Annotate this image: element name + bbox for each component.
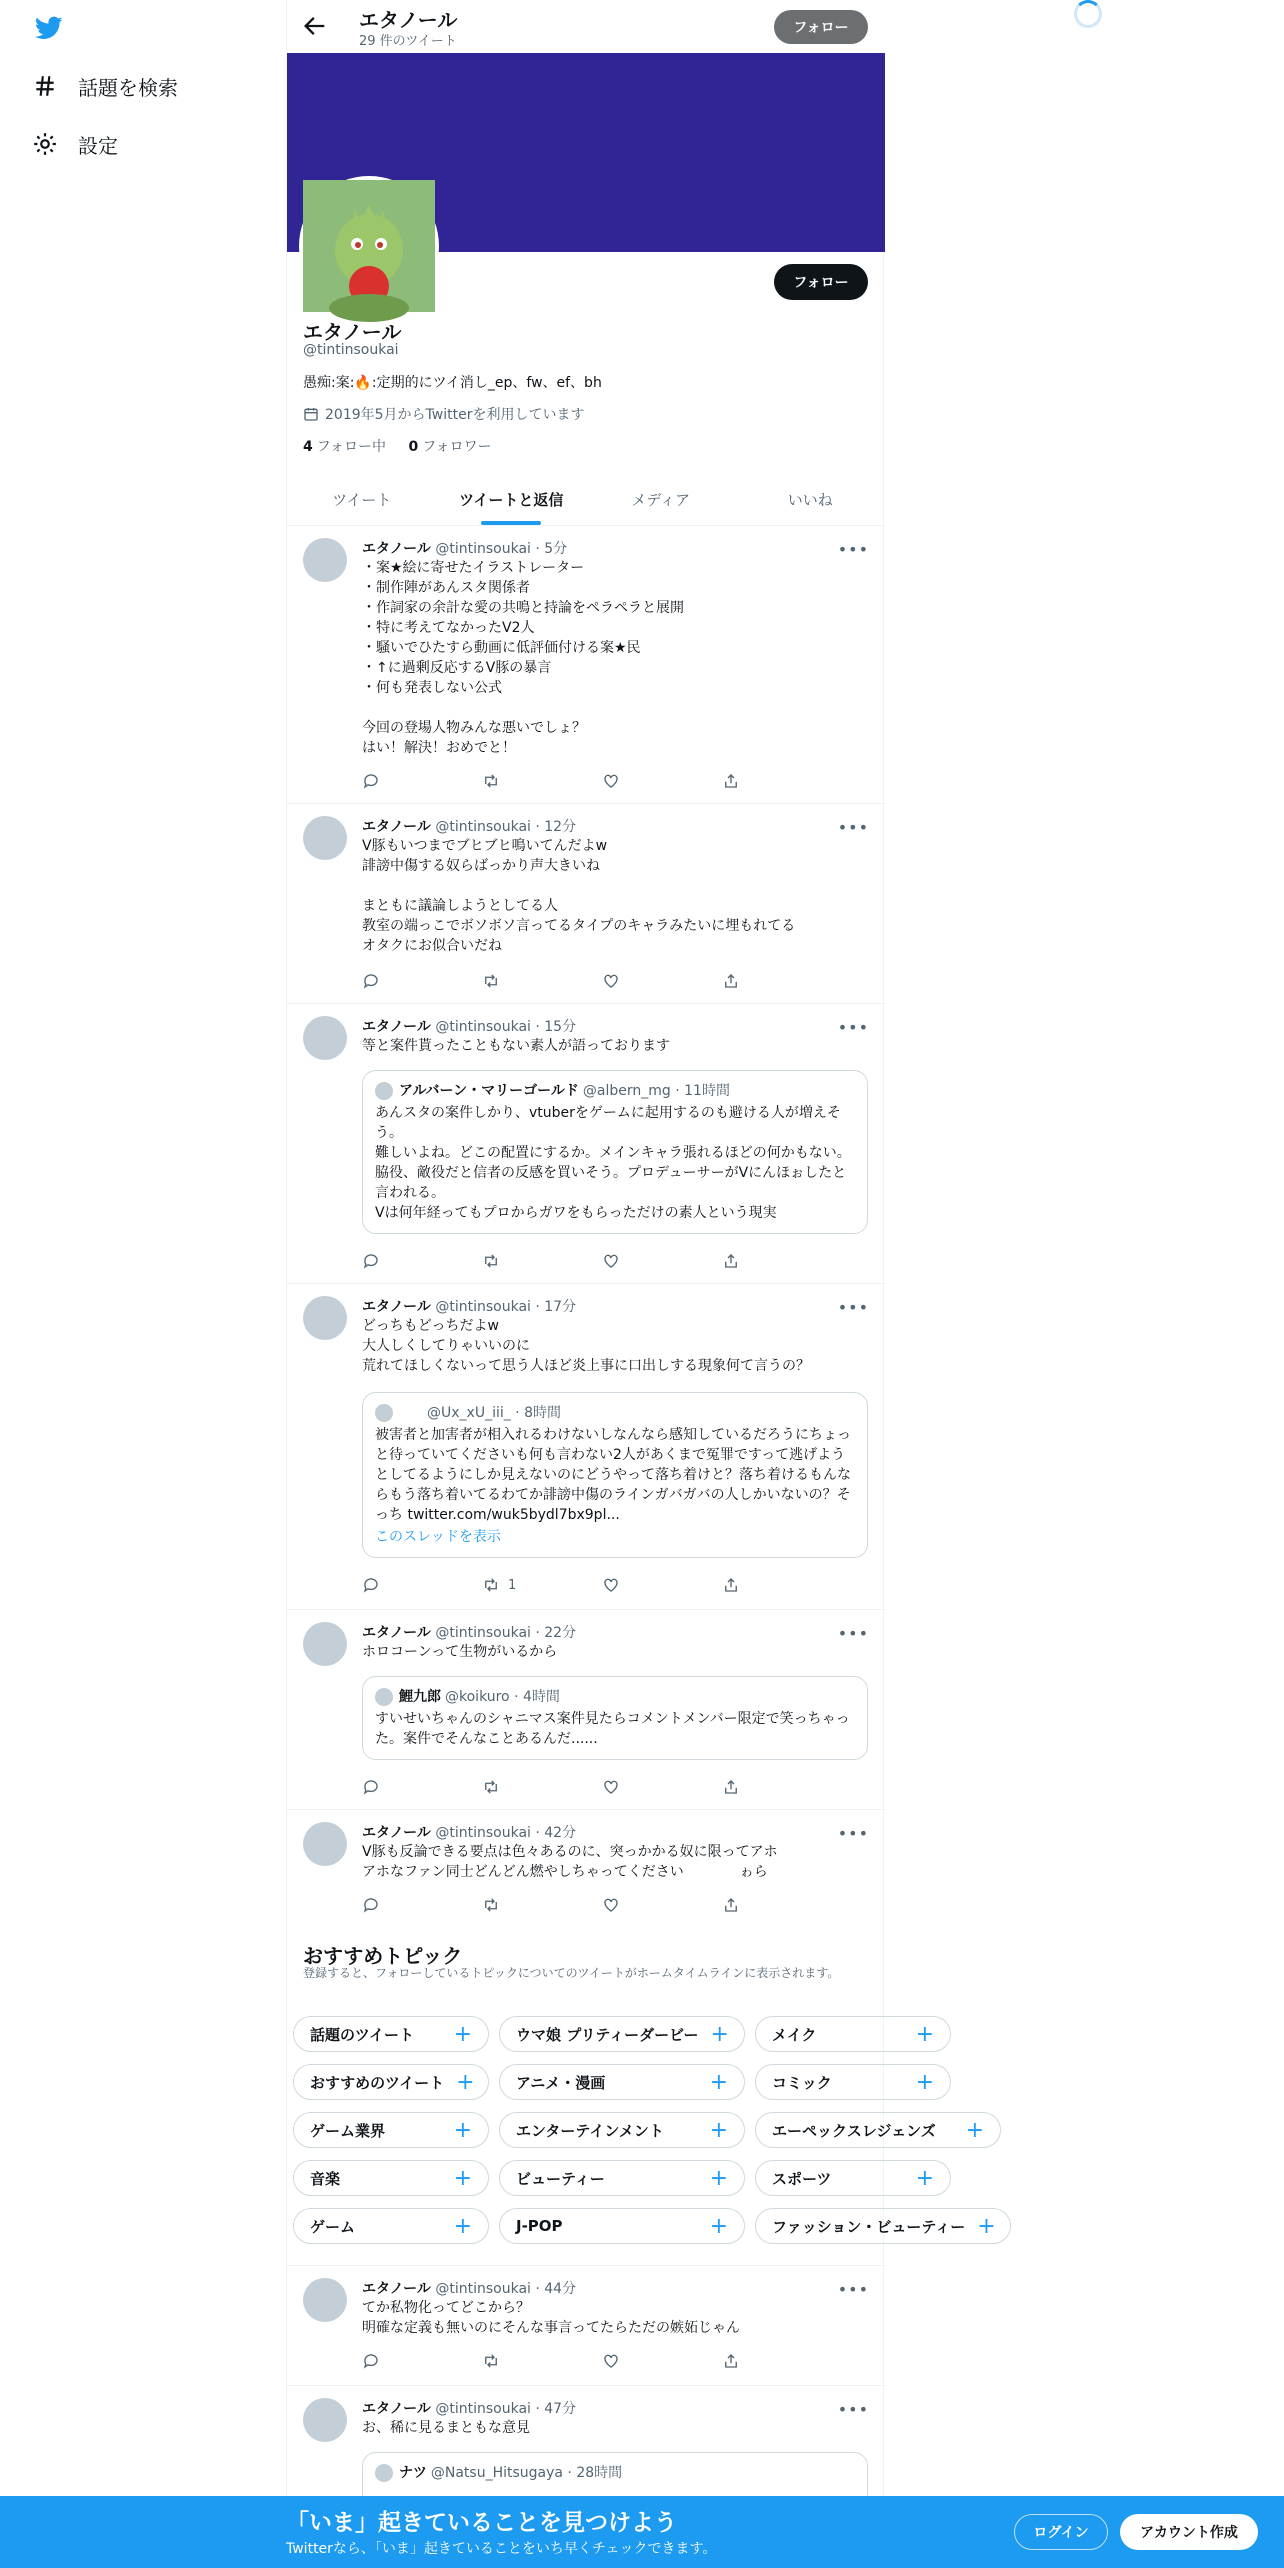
quoted-tweet[interactable]	[362, 1070, 868, 1234]
tab-tweets-and-replies[interactable]: ツイートと返信	[437, 474, 587, 525]
retweet-button[interactable]	[482, 1896, 542, 1914]
tweet-text: ホロコーンって生物がいるから	[362, 1644, 558, 1660]
tweet[interactable]	[287, 804, 885, 1004]
nav-explore-label: 話題を検索	[78, 75, 178, 100]
nav-settings-label: 設定	[78, 133, 118, 158]
like-button[interactable]	[602, 2352, 662, 2370]
nav-explore[interactable]	[32, 66, 178, 106]
retweet-icon	[482, 1778, 500, 1796]
main-column	[286, 0, 996, 2568]
retweet-button[interactable]	[482, 772, 542, 790]
tweet-meta: @tintinsoukai · 42分	[435, 1825, 577, 1841]
reply-button[interactable]	[362, 1252, 422, 1270]
tweet-text: V豚も反論できる要点は色々あるのに、突っかかる奴に限ってアホ アホなファン同士どんどん燃やしちゃってください ゎら	[362, 1844, 778, 1880]
topic-chip[interactable]	[755, 2208, 1011, 2244]
more-options-icon[interactable]: •••	[837, 2400, 869, 2419]
tweet-author-name[interactable]: エタノール	[362, 819, 431, 835]
tweet-avatar[interactable]	[303, 1622, 347, 1666]
tweet-actions	[362, 772, 782, 790]
following-label: フォロー中	[316, 439, 387, 455]
followers-link[interactable]	[409, 439, 492, 455]
quote-avatar	[375, 1082, 393, 1100]
heart-icon	[602, 1576, 620, 1594]
plus-icon[interactable]: +	[453, 2213, 472, 2239]
heart-icon	[602, 972, 620, 990]
tweet-actions	[362, 2352, 782, 2370]
tweet-author-name[interactable]: エタノール	[362, 2401, 431, 2417]
tweet[interactable]	[287, 1284, 885, 1610]
loading-spinner-icon	[1074, 0, 1102, 28]
retweet-icon	[482, 1896, 500, 1914]
avatar-image	[303, 180, 435, 312]
reply-icon	[362, 1778, 380, 1796]
like-button[interactable]	[602, 1896, 662, 1914]
followers-label: フォロワー	[422, 439, 492, 455]
topic-chip[interactable]	[499, 2208, 745, 2244]
retweet-button[interactable]	[482, 2352, 542, 2370]
heart-icon	[602, 772, 620, 790]
reply-button[interactable]	[362, 772, 422, 790]
tweet-avatar[interactable]	[303, 816, 347, 860]
nav-settings[interactable]	[32, 124, 118, 164]
retweet-icon	[482, 1252, 500, 1270]
retweet-button[interactable]	[482, 1576, 542, 1594]
show-thread-link[interactable]: このスレッドを表示	[375, 1529, 501, 1545]
topic-row	[293, 2160, 961, 2196]
topics-subtitle: 登録すると、フォローしているトピックについてのツイートがホームタイムラインに表示されます。	[303, 1966, 840, 1980]
share-button[interactable]	[722, 972, 782, 990]
recommended-topics	[287, 1940, 996, 2266]
tweet-text: V豚もいつまでブヒブヒ鳴いてんだよw 誹謗中傷する奴らばっかり声大きいね まともに議論しようとしてる人 教室の端っこでボソボソ言ってるタイプのキャラみたいに埋もれてる オタクにお似合いだね	[362, 838, 796, 954]
tweet-header	[362, 1296, 576, 1316]
plus-icon[interactable]: +	[710, 2021, 729, 2047]
calendar-icon	[303, 406, 319, 422]
reply-button[interactable]	[362, 1896, 422, 1914]
tweet-avatar[interactable]	[303, 2398, 347, 2442]
profile-header-bar	[287, 0, 885, 53]
plus-icon[interactable]: +	[709, 2117, 728, 2143]
back-arrow-icon[interactable]	[301, 12, 329, 40]
tweet-actions	[362, 1576, 782, 1594]
left-sidebar	[0, 0, 286, 2568]
more-options-icon[interactable]: •••	[837, 1298, 869, 1317]
plus-icon[interactable]: +	[977, 2213, 996, 2239]
tweet-text: お、稀に見るまともな意見	[362, 2420, 530, 2436]
more-options-icon[interactable]: •••	[837, 1624, 869, 1643]
topics-title: おすすめトピック	[303, 1944, 463, 1968]
quoted-tweet[interactable]	[362, 1676, 868, 1760]
topic-label: アニメ・漫画	[516, 2073, 606, 2092]
reply-icon	[362, 2352, 380, 2370]
topic-chip[interactable]	[499, 2160, 745, 2196]
header-name: エタノール	[359, 8, 458, 32]
topic-row	[293, 2016, 961, 2052]
quote-author-name: アルバーン・マリーゴールド	[399, 1083, 579, 1099]
tweet[interactable]	[287, 526, 885, 804]
plus-icon[interactable]: +	[709, 2213, 728, 2239]
topic-label: ゲーム	[310, 2217, 356, 2236]
share-button[interactable]	[722, 772, 782, 790]
heart-icon	[602, 1896, 620, 1914]
more-options-icon[interactable]: •••	[837, 818, 869, 837]
reply-icon	[362, 1252, 380, 1270]
topic-chip[interactable]	[499, 2064, 745, 2100]
reply-button[interactable]	[362, 1778, 422, 1796]
topic-chip[interactable]	[755, 2016, 951, 2052]
plus-icon[interactable]: +	[915, 2165, 934, 2191]
tweet-avatar[interactable]	[303, 1296, 347, 1340]
topic-label: ゲーム業界	[310, 2121, 386, 2140]
profile-handle: @tintinsoukai	[303, 342, 399, 358]
more-options-icon[interactable]: •••	[837, 2280, 869, 2299]
topic-chip[interactable]	[755, 2160, 951, 2196]
quote-meta: @Natsu_Hitsugaya · 28時間	[430, 2465, 623, 2481]
tweet-header	[362, 1016, 576, 1036]
topic-chip[interactable]	[293, 2208, 489, 2244]
quote-text: 被害者と加害者が相入れるわけないしなんなら感知しているだろうにちょっと待っていてくださいも何も言わない2人があくまで冤罪ですって逃げようとしてるようにしか見えないのにどうやって落ち着けと？落ち着けるもんならもう落ち着いてるわてか誹謗中傷のラインガバガバの人しかいないの？そっち twitter.com/wuk5bydl7bx9pl...	[375, 1427, 851, 1523]
share-icon	[722, 1252, 740, 1270]
tweet-meta: @tintinsoukai · 15分	[435, 1019, 577, 1035]
tweet-header	[362, 538, 567, 558]
retweet-icon	[482, 1576, 500, 1594]
profile-join-date	[303, 404, 584, 424]
tab-tweets[interactable]: ツイート	[332, 491, 392, 509]
topic-label: J-POP	[516, 2217, 563, 2235]
header-follow-button[interactable]: フォロー	[774, 10, 868, 44]
tweet-actions	[362, 1896, 782, 1914]
reply-icon	[362, 1896, 380, 1914]
topic-label: メイク	[772, 2025, 817, 2044]
tweet-header	[362, 816, 576, 836]
tweet-header	[362, 1622, 576, 1642]
tweet-author-name[interactable]: エタノール	[362, 1825, 431, 1841]
reply-icon	[362, 772, 380, 790]
plus-icon[interactable]: +	[453, 2021, 472, 2047]
share-icon	[722, 772, 740, 790]
share-icon	[722, 2352, 740, 2370]
tweet-text: てか私物化ってどこから？ 明確な定義も無いのにそんな事言ってたらただの嫉妬じゃん	[362, 2300, 740, 2336]
retweet-button[interactable]	[482, 1252, 542, 1270]
like-button[interactable]	[602, 1252, 662, 1270]
retweet-button[interactable]	[482, 1778, 542, 1796]
signup-banner	[0, 2496, 1284, 2568]
retweet-icon	[482, 772, 500, 790]
tweet-meta: @tintinsoukai · 5分	[435, 541, 568, 557]
reply-icon	[362, 972, 380, 990]
plus-icon[interactable]: +	[709, 2165, 728, 2191]
more-options-icon[interactable]: •••	[837, 540, 869, 559]
topic-row	[293, 2208, 1021, 2244]
tab-media[interactable]: メディア	[631, 491, 691, 509]
tweet-author-name[interactable]: エタノール	[362, 1019, 431, 1035]
topic-label: ファッション・ビューティー	[772, 2217, 966, 2236]
tweet-actions	[362, 1778, 782, 1796]
reply-button[interactable]	[362, 2352, 422, 2370]
plus-icon[interactable]: +	[915, 2069, 934, 2095]
profile-name: エタノール	[303, 320, 402, 344]
quote-avatar	[375, 1404, 393, 1422]
join-date-text: 2019年5月からTwitterを利用しています	[325, 407, 585, 423]
reply-icon	[362, 1576, 380, 1594]
tweet-avatar[interactable]	[303, 538, 347, 582]
share-button[interactable]	[722, 1896, 782, 1914]
like-button[interactable]	[602, 972, 662, 990]
twitter-logo-icon[interactable]	[32, 14, 66, 42]
retweet-icon	[482, 972, 500, 990]
tweet-avatar[interactable]	[303, 2278, 347, 2322]
topic-label: おすすめのツイート	[310, 2073, 445, 2092]
tab-likes[interactable]: いいね	[787, 491, 833, 509]
topic-label: エンターテインメント	[516, 2121, 664, 2140]
tweet-author-name[interactable]: エタノール	[362, 1299, 431, 1315]
tweet-actions	[362, 972, 782, 990]
quote-text: すいせいちゃんのシャニマス案件見たらコメントメンバー限定で笑っちゃった。案件でそんなことあるんだ......	[375, 1711, 850, 1747]
profile-bio: 愚痴:案:🔥:定期的にツイ消し_ep、fw、ef、bh	[303, 375, 602, 391]
profile-avatar[interactable]	[299, 176, 439, 316]
heart-icon	[602, 2352, 620, 2370]
topic-chip[interactable]	[293, 2112, 489, 2148]
quote-author-name: ナツ	[399, 2465, 427, 2481]
following-link[interactable]	[303, 439, 386, 455]
banner-title: 「いま」起きていることを見つけよう	[286, 2510, 677, 2536]
topic-row	[293, 2112, 1011, 2148]
tweet-author-name[interactable]: エタノール	[362, 1625, 431, 1641]
topic-chip[interactable]	[755, 2112, 1001, 2148]
signup-button[interactable]: アカウント作成	[1120, 2514, 1258, 2550]
topic-chip[interactable]	[293, 2160, 489, 2196]
topic-chip[interactable]	[499, 2016, 745, 2052]
quote-meta: @albern_mg · 11時間	[582, 1083, 730, 1099]
topic-row	[293, 2064, 961, 2100]
tweet-text: ・案★絵に寄せたイラストレーター ・制作陣があんスタ関係者 ・作詞家の余計な愛の共鳴と持論をペラペラと展開 ・特に考えてなかったV2人 ・騒いでひたすら動画に低評価付ける案★民 ・↑に過剰反応するV豚の暴言 ・何も発表しない公式 今回の登場人物みんな悪いでしょ？ はい！解決！おめでと！	[362, 560, 684, 756]
share-button[interactable]	[722, 2352, 782, 2370]
topic-label: ビューティー	[516, 2169, 605, 2188]
tweet-text: 等と案件貰ったこともない素人が語っております	[362, 1038, 670, 1054]
tweet-meta: @tintinsoukai · 47分	[435, 2401, 577, 2417]
plus-icon[interactable]: +	[709, 2069, 728, 2095]
tweet-meta: @tintinsoukai · 12分	[435, 819, 577, 835]
profile-stats	[303, 436, 492, 456]
topic-chip[interactable]	[755, 2064, 951, 2100]
plus-icon[interactable]: +	[453, 2165, 472, 2191]
follow-button[interactable]: フォロー	[774, 264, 868, 300]
topic-label: エーペックスレジェンズ	[772, 2121, 936, 2140]
tweet-meta: @tintinsoukai · 44分	[435, 2281, 577, 2297]
topic-chip[interactable]	[293, 2016, 489, 2052]
topic-label: 音楽	[310, 2169, 341, 2188]
tweet-author-name[interactable]: エタノール	[362, 2281, 431, 2297]
share-icon	[722, 1896, 740, 1914]
tweet-header	[362, 2398, 576, 2418]
profile-tabs	[287, 474, 885, 526]
topic-label: スポーツ	[772, 2169, 832, 2188]
plus-icon[interactable]: +	[915, 2021, 934, 2047]
share-icon	[722, 972, 740, 990]
plus-icon[interactable]: +	[453, 2117, 472, 2143]
quote-meta: @Ux_xU_iii_ · 8時間	[427, 1405, 561, 1421]
share-button[interactable]	[722, 1778, 782, 1796]
tweet-header	[362, 2278, 576, 2298]
quoted-tweet[interactable]	[362, 1392, 868, 1558]
topic-label: コミック	[772, 2073, 832, 2092]
tweet-meta: @tintinsoukai · 17分	[435, 1299, 577, 1315]
plus-icon[interactable]: +	[456, 2069, 475, 2095]
tweet-text: どっちもどっちだよw 大人しくしてりゃいいのに 荒れてほしくないって思う人ほど炎上事に口出しする現象何て言うの？	[362, 1318, 810, 1374]
share-icon	[722, 1778, 740, 1796]
tweet[interactable]	[287, 2266, 885, 2386]
like-button[interactable]	[602, 772, 662, 790]
following-count: 4	[303, 439, 313, 455]
plus-icon[interactable]: +	[965, 2117, 984, 2143]
quote-author-name: 鯉九郎	[399, 1689, 441, 1705]
quote-meta: @koikuro · 4時間	[445, 1689, 560, 1705]
tweet-actions	[362, 1252, 782, 1270]
tweet-header	[362, 1822, 576, 1842]
quote-avatar	[375, 1688, 393, 1706]
topic-label: ウマ娘 プリティーダービー	[516, 2025, 699, 2044]
quote-avatar	[375, 2464, 393, 2482]
tweet[interactable]	[287, 1004, 885, 1284]
topic-chip[interactable]	[499, 2112, 745, 2148]
heart-icon	[602, 1252, 620, 1270]
hashtag-icon	[32, 73, 58, 99]
reply-button[interactable]	[362, 972, 422, 990]
retweet-icon	[482, 2352, 500, 2370]
tweet-meta: @tintinsoukai · 22分	[435, 1625, 577, 1641]
tweet[interactable]	[287, 1610, 885, 1810]
share-button[interactable]	[722, 1252, 782, 1270]
banner-subtitle: Twitterなら、「いま」起きていることをいち早くチェックできます。	[286, 2541, 717, 2557]
tweet[interactable]	[287, 1810, 885, 1932]
heart-icon	[602, 1778, 620, 1796]
share-icon	[722, 1576, 740, 1594]
reply-button[interactable]	[362, 1576, 422, 1594]
gear-icon	[32, 131, 58, 157]
tweet-author-name[interactable]: エタノール	[362, 541, 431, 557]
more-options-icon[interactable]: •••	[837, 1018, 869, 1037]
quote-text: あんスタの案件しかり、vtuberをゲームに起用するのも避ける人が増えそう。 難しいよね。どこの配置にするか。メインキャラ張れるほどの何かもない。脇役、敵役だと信者の反感を買いそう。プロデューサーがVにんほぉしたと言われる。 Vは何年経ってもプロからガワをもらっただけの素人という現実	[375, 1105, 851, 1221]
more-options-icon[interactable]: •••	[837, 1824, 869, 1843]
topic-chip[interactable]	[293, 2064, 489, 2100]
tweet-avatar[interactable]	[303, 1016, 347, 1060]
header-tweet-count: 29 件のツイート	[359, 34, 457, 49]
tweet-avatar[interactable]	[303, 1822, 347, 1866]
topic-label: 話題のツイート	[310, 2025, 414, 2044]
like-button[interactable]	[602, 1576, 662, 1594]
share-button[interactable]	[722, 1576, 782, 1594]
login-button[interactable]: ログイン	[1014, 2514, 1108, 2550]
like-button[interactable]	[602, 1778, 662, 1796]
retweet-button[interactable]	[482, 972, 542, 990]
followers-count: 0	[408, 439, 419, 455]
retweet-count: 1	[508, 1577, 517, 1593]
